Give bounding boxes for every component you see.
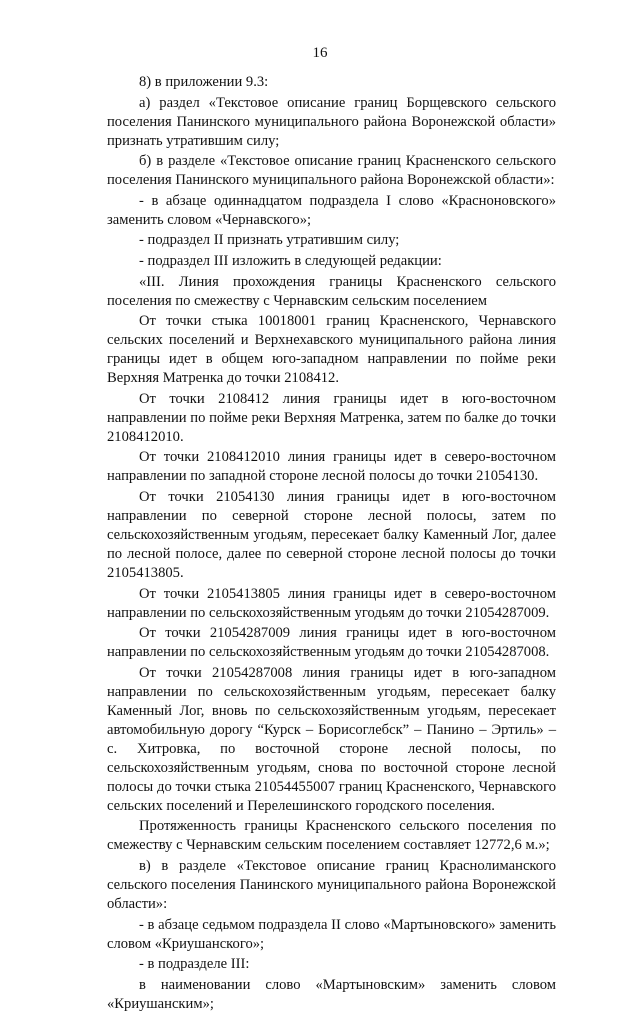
subsection-heading: «III. Линия прохождения границы Красненского сельского поселения по смежеству с Чернавским сельским поселением [107,273,556,309]
page-number: 16 [312,45,328,61]
boundary-paragraph-7: От точки 21054287008 линия границы идет в юго-западном направлении по сельскохозяйственным угодьям, пересекает балку Каменный Лог, вновь по сельскохозяйственным угодьям, пересекает автомобильную дорогу “Курск – Борисоглебск” – Панино – Эртиль» – с. Хитровка, по восточной стороне лесной полосы, по сельскохозяйственным угодьям, снова по восточной стороне лесной полосы до точки стыка 21054455007 границ Красненского, Чернавского сельских поселений и Перелешинского городского поселения. [107,664,556,814]
paragraph-dash-1: - в абзаце одиннадцатом подраздела I слово «Красноновского» заменить словом «Чернавского»; [107,192,556,228]
boundary-paragraph-2: От точки 2108412 линия границы идет в юго-восточном направлении по пойме реки Верхняя Матренка, затем по балке до точки 2108412010. [107,390,556,445]
boundary-paragraph-3: От точки 2108412010 линия границы идет в северо-восточном направлении по западной стороне лесной полосы до точки 21054130. [107,449,556,485]
paragraph-item-8: 8) в приложении 9.3: [139,74,269,90]
paragraph-dash-4: - в абзаце седьмом подраздела II слово «Мартыновского» заменить словом «Криушанского»; [107,916,556,952]
boundary-length-paragraph: Протяженность границы Красненского сельского поселения по смежеству с Чернавским сельским поселением составляет 12772,6 м.»; [107,818,556,854]
paragraph-dash-5: - в подразделе III: [139,956,250,973]
boundary-paragraph-6: От точки 21054287009 линия границы идет в юго-восточном направлении по сельскохозяйственным угодьям до точки 21054287008. [107,625,556,661]
document-body [107,73,556,1015]
paragraph-item-a: а) раздел «Текстовое описание границ Борщевского сельского поселения Панинского муниципального района Воронежской области» признать утратившим силу; [107,94,556,149]
paragraph-item-v: в) в разделе «Текстовое описание границ Краснолиманского сельского поселения Панинского муниципального района Воронежской области»: [107,857,556,912]
paragraph-dash-2: - подраздел II признать утратившим силу; [139,232,400,249]
paragraph-dash-3: - подраздел III изложить в следующей редакции: [139,252,442,269]
boundary-paragraph-4: От точки 21054130 линия границы идет в юго-восточном направлении по северной стороне лесной полосы, затем по сельскохозяйственным угодьям, пересекает балку Каменный Лог, далее по лесной полосе, далее по северной стороне лесной полосы до точки 2105413805. [107,488,556,581]
boundary-paragraph-5: От точки 2105413805 линия границы идет в северо-восточном направлении по сельскохозяйственным угодьям до точки 21054287009. [107,585,556,621]
boundary-paragraph-1: От точки стыка 10018001 границ Красненского, Чернавского сельских поселений и Верхнехавского муниципального района линия границы идет в общем юго-западном направлении по пойме реки Верхняя Матренка до точки 2108412. [107,313,556,387]
paragraph-item-b: б) в разделе «Текстовое описание границ Красненского сельского поселения Панинского муниципального района Воронежской области»: [107,153,556,189]
paragraph-naming: в наименовании слово «Мартыновским» заменить словом «Криушанским»; [107,976,556,1012]
